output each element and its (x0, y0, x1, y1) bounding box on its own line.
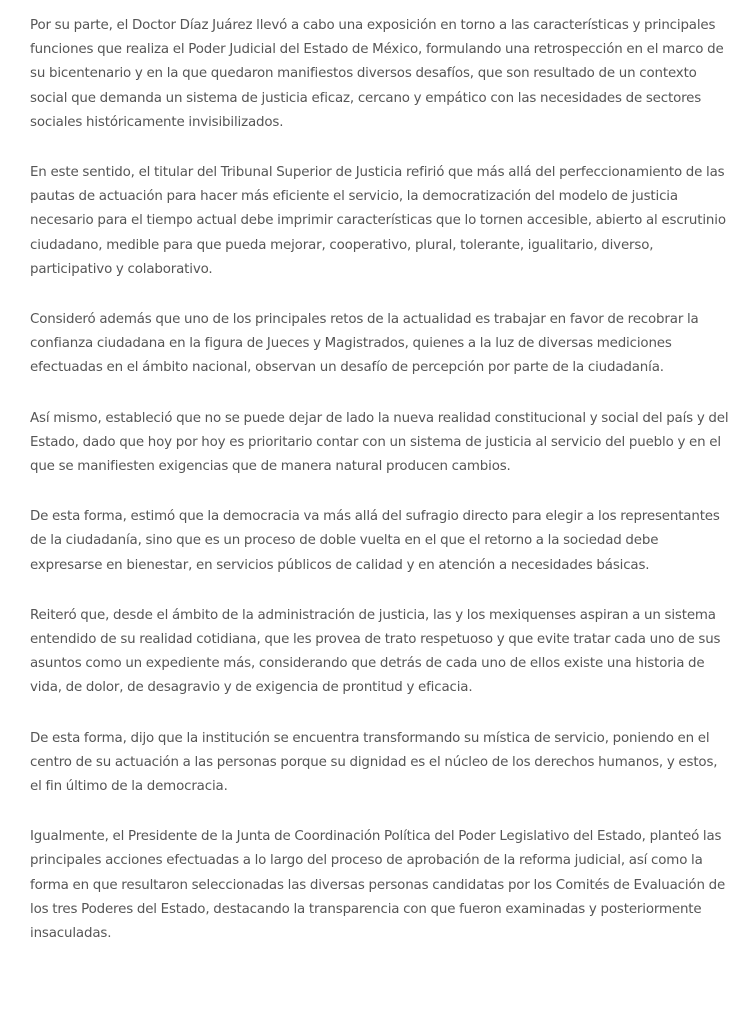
article-paragraph: Reiteró que, desde el ámbito de la administración de justicia, las y los mexiquenses aspiran a un sistema entendido de su realidad cotidiana, que les provea de trato respetuoso y que evite tratar cada uno de sus asuntos como un expediente más, considerando que detrás de cada uno de ellos existe una historia de vida, de dolor, de desagravio y de exigencia de prontitud y eficacia. (30, 607, 721, 696)
article-paragraph: Igualmente, el Presidente de la Junta de Coordinación Política del Poder Legislativo del Estado, planteó las principales acciones efectuadas a lo largo del proceso de aprobación de la reforma judicial, así como la forma en que resultaron seleccionadas las diversas personas candidatas por los Comités de Evaluación de los tres Poderes del Estado, destacando la transparencia con que fueron examinadas y posteriormente insaculadas. (30, 829, 726, 942)
article-paragraph: Por su parte, el Doctor Díaz Juárez llevó a cabo una exposición en torno a las características y principales funciones que realiza el Poder Judicial del Estado de México, formulando una retrospección en el marco de su bicentenario y en la que quedaron manifiestos diversos desafíos, que son resultado de un contexto social que demanda un sistema de justicia eficaz, cercano y empático con las necesidades de sectores sociales históricamente invisibilizados. (30, 18, 724, 130)
article-paragraph: Consideró además que uno de los principales retos de la actualidad es trabajar en favor de recobrar la confianza ciudadana en la figura de Jueces y Magistrados, quienes a la luz de diversas mediciones efectuadas en el ámbito nacional, observan un desafío de percepción por parte de la ciudadanía. (30, 312, 699, 376)
article-body (30, 14, 730, 972)
article-paragraph: De esta forma, estimó que la democracia va más allá del sufragio directo para elegir a los representantes de la ciudadanía, sino que es un proceso de doble vuelta en el que el retorno a la sociedad debe expresarse en bienestar, en servicios públicos de calidad y en atención a necesidades básicas. (30, 509, 720, 573)
article-paragraph: Así mismo, estableció que no se puede dejar de lado la nueva realidad constitucional y social del país y del Estado, dado que hoy por hoy es prioritario contar con un sistema de justicia al servicio del pueblo y en el que se manifiesten exigencias que de manera natural producen cambios. (30, 410, 729, 475)
article-paragraph: De esta forma, dijo que la institución se encuentra transformando su mística de servicio, poniendo en el centro de su actuación a las personas porque su dignidad es el núcleo de los derechos humanos, y estos, el fin último de la democracia. (30, 730, 718, 795)
article-paragraph: En este sentido, el titular del Tribunal Superior de Justicia refirió que más allá del perfeccionamiento de las pautas de actuación para hacer más eficiente el servicio, la democratización del modelo de justicia necesario para el tiempo actual debe imprimir características que lo tornen accesible, abierto al escrutinio ciudadano, medible para que pueda mejorar, cooperativo, plural, tolerante, igualitario, diverso, participativo y colaborativo. (30, 165, 726, 277)
